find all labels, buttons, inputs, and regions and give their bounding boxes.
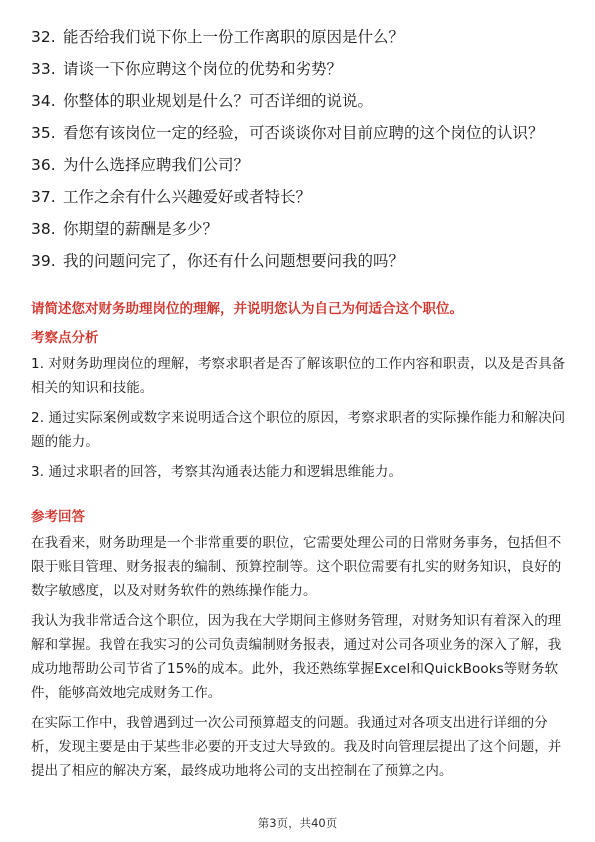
- question-text: 你期望的薪酬是多少？: [63, 220, 219, 238]
- answer-heading: 参考回答: [31, 509, 85, 525]
- question-text: 请谈一下你应聘这个岗位的优势和劣势？: [63, 60, 343, 78]
- question-number: 37.: [31, 188, 56, 206]
- list-item: [31, 56, 566, 82]
- analysis-point: 3. 通过求职者的回答，考察其沟通表达能力和逻辑思维能力。: [31, 464, 403, 480]
- list-item: [31, 216, 566, 242]
- page-footer: 第3页，共40页: [257, 816, 338, 830]
- question-number: 39.: [31, 252, 56, 270]
- question-text: 我的问题问完了，你还有什么问题想要问我的吗？: [63, 252, 405, 270]
- list-item: [31, 24, 566, 50]
- question-number: 36.: [31, 156, 56, 174]
- analysis-point: 1. 对财务助理岗位的理解，考察求职者是否了解该职位的工作内容和职责，以及是否具备相关的知识和技能。: [31, 356, 566, 396]
- question-text: 为什么选择应聘我们公司？: [63, 156, 250, 174]
- question-number: 35.: [31, 124, 56, 142]
- question-list: [31, 24, 566, 280]
- list-item: [31, 184, 566, 210]
- question-number: 32.: [31, 28, 56, 46]
- analysis-point: 2. 通过实际案例或数字来说明适合这个职位的原因，考察求职者的实际操作能力和解决问题的能力。: [31, 410, 566, 450]
- list-item: [31, 152, 566, 178]
- interview-prompt: 请简述您对财务助理岗位的理解，并说明您认为自己为何适合这个职位。: [31, 301, 463, 317]
- list-item: [31, 120, 566, 146]
- question-number: 33.: [31, 60, 56, 78]
- answer-paragraph: 在实际工作中，我曾遇到过一次公司预算超支的问题。我通过对各项支出进行详细的分析，发现主要是由于某些非必要的开支过大导致的。我及时向管理层提出了这个问题，并提出了相应的解决方案，最终成功地将公司的支出控制在了预算之内。: [31, 715, 562, 779]
- answer-paragraph: 在我看来，财务助理是一个非常重要的职位，它需要处理公司的日常财务事务，包括但不限于账目管理、财务报表的编制、预算控制等。这个职位需要有扎实的财务知识，良好的数字敏感度，以及对财务软件的熟练操作能力。: [31, 535, 562, 599]
- list-item: [31, 88, 566, 114]
- list-item: [31, 248, 566, 274]
- question-number: 38.: [31, 220, 56, 238]
- analysis-heading: 考察点分析: [31, 330, 99, 346]
- question-number: 34.: [31, 92, 56, 110]
- question-text: 看您有该岗位一定的经验，可否谈谈你对目前应聘的这个岗位的认识？: [63, 124, 544, 142]
- answer-body: [31, 531, 566, 789]
- question-text: 你整体的职业规划是什么？可否详细的说说。: [63, 92, 374, 110]
- analysis-body: [31, 352, 566, 490]
- question-text: 工作之余有什么兴趣爱好或者特长？: [63, 188, 312, 206]
- answer-paragraph: 我认为我非常适合这个职位，因为我在大学期间主修财务管理，对财务知识有着深入的理解和掌握。我曾在我实习的公司负责编制财务报表，通过对公司各项业务的深入了解，我成功地帮助公司节省了15%的成本。此外，我还熟练掌握Excel和QuickBooks等财务软件，能够高效地完成财务工作。: [31, 613, 562, 701]
- question-text: 能否给我们说下你上一份工作离职的原因是什么？: [63, 28, 405, 46]
